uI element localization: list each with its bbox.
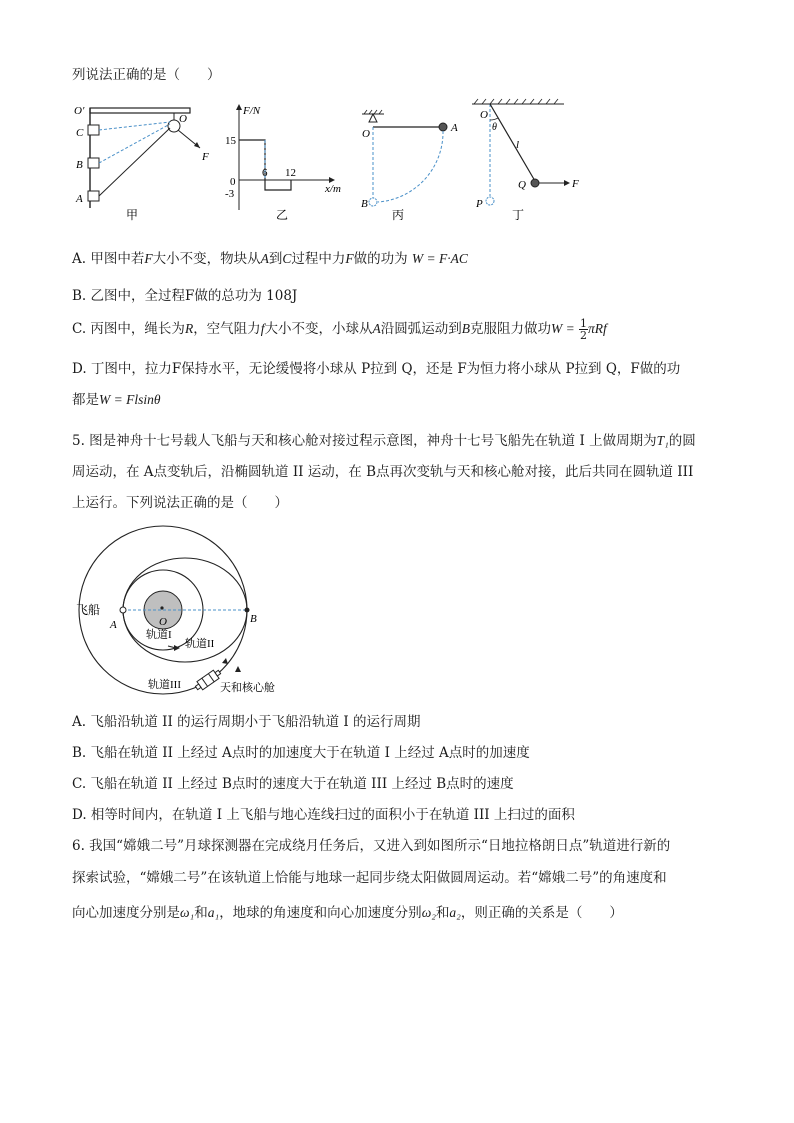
label-ship: 飞船 <box>76 603 101 617</box>
q5-option-c: C. 飞船在轨道 II 上经过 B点时的速度大于在轨道 III 上经过 B点时的速度 <box>72 776 514 792</box>
figure-orbits <box>68 524 308 704</box>
q5-option-a: A. 飞船沿轨道 II 的运行周期小于飞船沿轨道 I 的运行周期 <box>72 714 421 730</box>
label-l: l <box>516 139 520 151</box>
caption-yi: 乙 <box>276 208 289 222</box>
figure-yi <box>225 100 355 222</box>
caption-jia: 甲 <box>126 208 139 222</box>
label-o: O <box>362 128 370 140</box>
label-orbit-1: 轨道I <box>146 629 172 641</box>
label-o-prime: O′ <box>74 105 85 117</box>
q5-stem-line2: 周运动，在 A点变轨后，沿椭圆轨道 II 运动，在 B点再次变轨与天和核心舱对接，此后共同在圆轨道 III <box>72 464 694 480</box>
figure-ding <box>468 94 588 222</box>
label-a: A <box>110 619 117 631</box>
formula-w-f-arc-ac: W = F·AC <box>411 251 468 266</box>
label-orbit-3: 轨道III <box>148 679 181 691</box>
label-o: O <box>159 616 167 628</box>
q6-line3: 向心加速度分别是ω₁和a₁，地球的角速度和向心加速度分别ω₂和a₂，则正确的关系是（ ） <box>72 905 623 921</box>
label-q: Q <box>518 179 526 191</box>
label-orbit-2: 轨道II <box>185 638 215 650</box>
fraction-one-half: $\frac{1}{2}$ <box>579 317 587 342</box>
q4-option-a: A. 甲图中若F大小不变，物块从A到C过程中力F做的功为 W = F·AC <box>72 251 468 267</box>
q5-option-d: D. 相等时间内，在轨道 I 上飞船与地心连线扫过的面积小于在轨道 III 上扫过的面积 <box>72 807 575 823</box>
label-a: A <box>76 193 83 205</box>
figure-bing <box>358 100 468 222</box>
q4-option-b: B. 乙图中，全过程F做的总功为 108J <box>72 288 298 304</box>
x-tick-6: 6 <box>262 167 268 179</box>
caption-ding: 丁 <box>512 208 525 222</box>
label-core-module: 天和核心舱 <box>220 682 275 694</box>
q5-stem-line1: 5. 图是神舟十七号载人飞船与天和核心舱对接过程示意图，神舟十七号飞船先在轨道 I 上做周期为T₁的圆 <box>72 433 696 449</box>
x-tick-12: 12 <box>285 167 296 179</box>
y-axis-label: F/N <box>243 105 261 117</box>
y-tick-0: 0 <box>230 176 236 188</box>
label-p: P <box>476 198 483 210</box>
x-axis-label: x/m <box>325 183 341 195</box>
label-o: O <box>179 113 187 125</box>
q5-option-b: B. 飞船在轨道 II 上经过 A点时的加速度大于在轨道 I 上经过 A点时的加速度 <box>72 745 530 761</box>
label-b: B <box>361 198 368 210</box>
label-b: B <box>250 613 257 625</box>
q6-line1: 6. 我国“嫦娥二号”月球探测器在完成绕月任务后，又进入到如图所示“日地拉格朗日点”轨道进行新的 <box>72 838 671 854</box>
label-c: C <box>76 127 84 139</box>
y-tick-15: 15 <box>225 135 236 147</box>
label-b: B <box>76 159 83 171</box>
y-tick-neg3: -3 <box>225 188 235 200</box>
label-f: F <box>572 178 579 190</box>
caption-bing: 丙 <box>392 208 405 222</box>
q4-option-d-line1: D. 丁图中，拉力F保持水平，无论缓慢将小球从 P拉到 Q，还是 F为恒力将小球从 P拉到 Q，F做的功 <box>72 361 681 377</box>
label-theta: θ <box>492 122 497 133</box>
label-o: O <box>480 109 488 121</box>
figure-jia <box>70 100 220 222</box>
label-f: F <box>202 151 209 163</box>
q4-option-c: C. 丙图中，绳长为R，空气阻力f大小不变，小球从A沿圆弧运动到B克服阻力做功W = $\frac{1}{2}$ πRf <box>72 317 607 342</box>
q4-option-d-line2: 都是W = Flsinθ <box>72 392 161 408</box>
q6-line2: 探索试验，“嫦娥二号”在该轨道上恰能与地球一起同步绕太阳做圆周运动。若“嫦娥二号”的角速度和 <box>72 870 667 886</box>
label-a: A <box>451 122 458 134</box>
q5-stem-line3: 上运行。下列说法正确的是（ ） <box>72 495 288 511</box>
q4-stem-tail: 列说法正确的是（ ） <box>72 67 221 83</box>
